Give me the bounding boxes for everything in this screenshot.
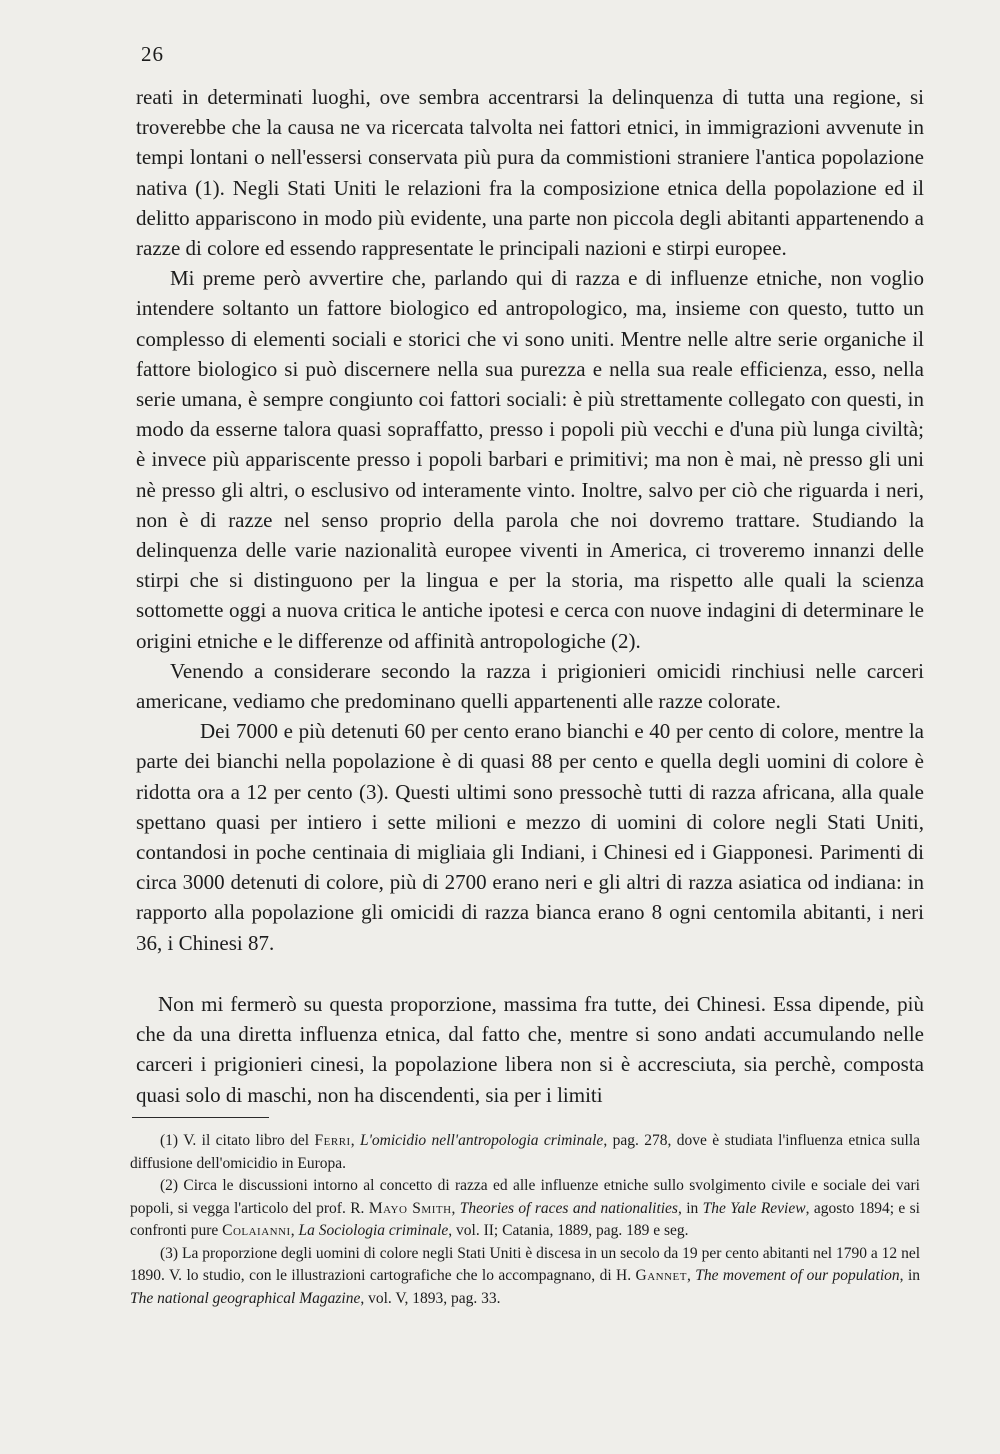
paragraph-5: Non mi fermerò su questa proporzione, massima fra tutte, dei Chinesi. Essa dipende, più che da una diretta influenza etnica, dal fatto che, mentre si sono andati accumulando nelle carceri i prigionieri cinesi, la popolazione libera non si è accresciuta, sia perchè, composta quasi solo di maschi, non ha discendenti, sia per i limiti [136,991,924,1107]
footnotes [130,1130,920,1310]
paragraph-2: Mi preme però avvertire che, parlando qui di razza e di influenze etniche, non voglio intendere soltanto un fattore biologico ed antropologico, ma, insieme con questo, tutto un complesso di elementi sociali e storici che vi sono uniti. Mentre nelle altre serie organiche il fattore biologico si può discernere nella sua purezza e nella sua reale efficienza, esso, nella serie umana, è sempre congiunto coi fattori sociali: è più strettamente collegato con questi, in modo da esserne talora quasi sopraffatto, presso i popoli più vecchi e d'una più lunga civiltà; è invece più appariscente presso i popoli barbari e primitivi; ma non è mai, nè presso gli uni nè presso gli altri, o esclusivo od interamente vinto. Inoltre, salvo per ciò che riguarda i neri, non è di razze nel senso proprio della parola che noi dovremo trattare. Studiando la delinquenza delle varie nazionalità europee viventi in America, ci troveremo innanzi delle stirpi che si distinguono per la lingua e per la storia, ma rispetto alle quali la scienza sottomette oggi a nuova critica le antiche ipotesi e cerca con nuove indagini di determinare le origini etniche e le differenze od affinità antropologiche (2). [136,266,924,653]
paragraph-3: Venendo a considerare secondo la razza i prigionieri omicidi rinchiusi nelle carceri americane, vediamo che predominano quelli appartenenti alle razze colorate. [136,658,924,714]
body-text [136,82,924,1110]
footnote-3: (3) La proporzione degli uomini di colore negli Stati Uniti è discesa in un secolo da 19 per cento abitanti nel 1790 a 12 nel 1890. V. lo studio, con le illustrazioni cartografiche che lo accompagnano, di H. Gannet, The movement of our population, in The national geographical Magazine, vol. V, 1893, pag. 33. [130,1244,920,1307]
footnote-1: (1) V. il citato libro del Ferri, L'omicidio nell'antropologia criminale, pag. 278, dove è studiata l'influenza etnica sulla diffusione dell'omicidio in Europa. [130,1132,921,1172]
page-number: 26 [141,42,164,66]
paragraph-1: reati in determinati luoghi, ove sembra accentrarsi la delinquenza di tutta una regione, si troverebbe che la causa ne va ricercata talvolta nei fattori etnici, in immigrazioni avvenute in tempi lontani o nell'essersi conservata più pura da commistioni straniere l'antica popolazione nativa (1). Negli Stati Uniti le relazioni fra la composizione etnica della popolazione ed il delitto appariscono in modo più evidente, una parte non piccola degli abitanti appartenendo a razze di colore ed essendo rappresentate le principali nazioni e stirpi europee. [136,85,924,261]
paragraph-4: Dei 7000 e più detenuti 60 per cento erano bianchi e 40 per cento di colore, mentre la parte dei bianchi nella popolazione è di quasi 88 per cento e quella degli uomini di colore è ridotta ora a 12 per cento (3). Questi ultimi sono pressochè tutti di razza africana, alla quale spettano quasi per intiero i sette milioni e mezzo di uomini di colore negli Stati Uniti, contandosi in poche centinaia di migliaia gli Indiani, i Chinesi ed i Giapponesi. Parimenti di circa 3000 detenuti di colore, più di 2700 erano neri e gli altri di razza asiatica od indiana: in rapporto alla popolazione gli omicidi di razza bianca erano 8 ogni centomila abitanti, i neri 36, i Chinesi 87. [136,719,924,955]
footnote-2: (2) Circa le discussioni intorno al concetto di razza ed alle influenze etniche sullo svolgimento civile e sociale dei vari popoli, si vegga l'articolo del prof. R. Mayo Smith, Theories of races and nationalities, in The Yale Review, agosto 1894; e si confronti pure Colaianni, La Sociologia criminale, vol. II; Catania, 1889, pag. 189 e seg. [130,1177,920,1239]
footnote-divider [132,1117,269,1118]
